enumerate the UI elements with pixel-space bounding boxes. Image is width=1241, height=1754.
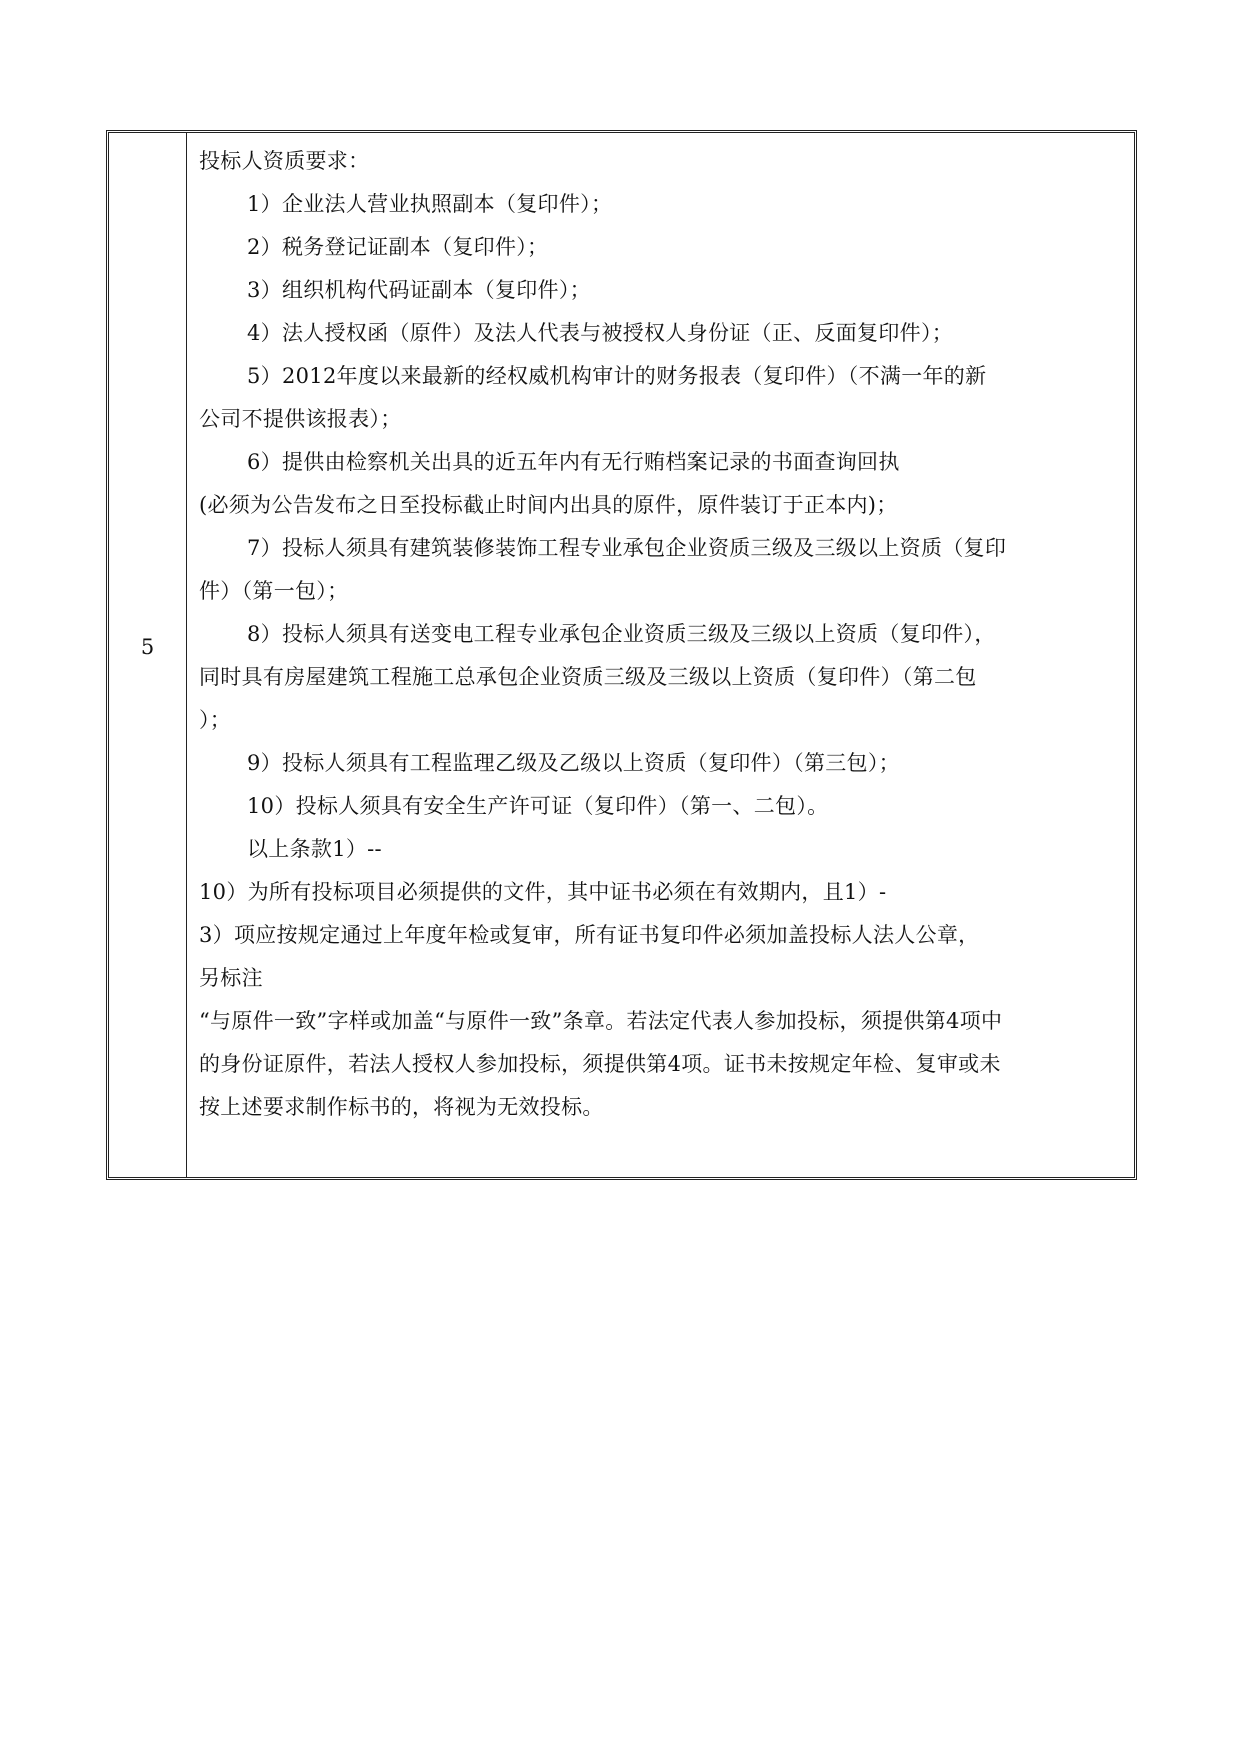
row-number-cell [109,133,187,1177]
requirements-heading: 投标人资质要求： [199,149,370,173]
requirement-line: 7）投标人须具有建筑装修装饰工程专业承包企业资质三级及三级以上资质（复印 [247,536,1007,560]
requirement-line: 5）2012年度以来最新的经权威机构审计的财务报表（复印件）（不满一年的新 [247,364,987,388]
requirement-line: 件）（第一包）； [199,579,349,603]
requirement-line: 6）提供由检察机关出具的近五年内有无行贿档案记录的书面查询回执 [247,450,900,474]
requirement-line: 2）税务登记证副本（复印件）； [247,235,549,259]
requirement-line: 10）为所有投标项目必须提供的文件，其中证书必须在有效期内，且1）- [199,880,887,904]
requirement-line: 以上条款1）-- [247,837,382,861]
requirement-line: 1）企业法人营业执照副本（复印件）； [247,192,613,216]
requirement-line: 3）组织机构代码证副本（复印件）； [247,278,591,302]
requirement-line: 另标注 [199,966,263,990]
requirement-line: 8）投标人须具有送变电工程专业承包企业资质三级及三级以上资质（复印件）， [247,622,996,646]
requirement-line: 按上述要求制作标书的，将视为无效投标。 [199,1095,604,1119]
requirement-line: “与原件一致”字样或加盖“与原件一致”条章。若法定代表人参加投标，须提供第4项中 [199,1009,1003,1033]
requirements-table [106,130,1137,1180]
requirement-line: 10）投标人须具有安全生产许可证（复印件）（第一、二包）。 [247,794,829,818]
requirement-line: 公司不提供该报表）； [199,407,402,431]
requirement-line: 4）法人授权函（原件）及法人代表与被授权人身份证（正、反面复印件）； [247,321,954,345]
requirement-line: 9）投标人须具有工程监理乙级及乙级以上资质（复印件）（第三包）； [247,751,900,775]
requirement-line: 同时具有房屋建筑工程施工总承包企业资质三级及三级以上资质（复印件）（第二包 [199,665,977,689]
requirement-line: ）； [199,708,232,732]
requirement-line: 3）项应按规定通过上年度年检或复审，所有证书复印件必须加盖投标人法人公章， [199,923,980,947]
requirement-line: (必须为公告发布之日至投标截止时间内出具的原件，原件装订于正本内)； [199,493,898,517]
requirement-line: 的身份证原件，若法人授权人参加投标，须提供第4项。证书未按规定年检、复审或未 [199,1052,1001,1076]
row-number: 5 [140,635,155,659]
